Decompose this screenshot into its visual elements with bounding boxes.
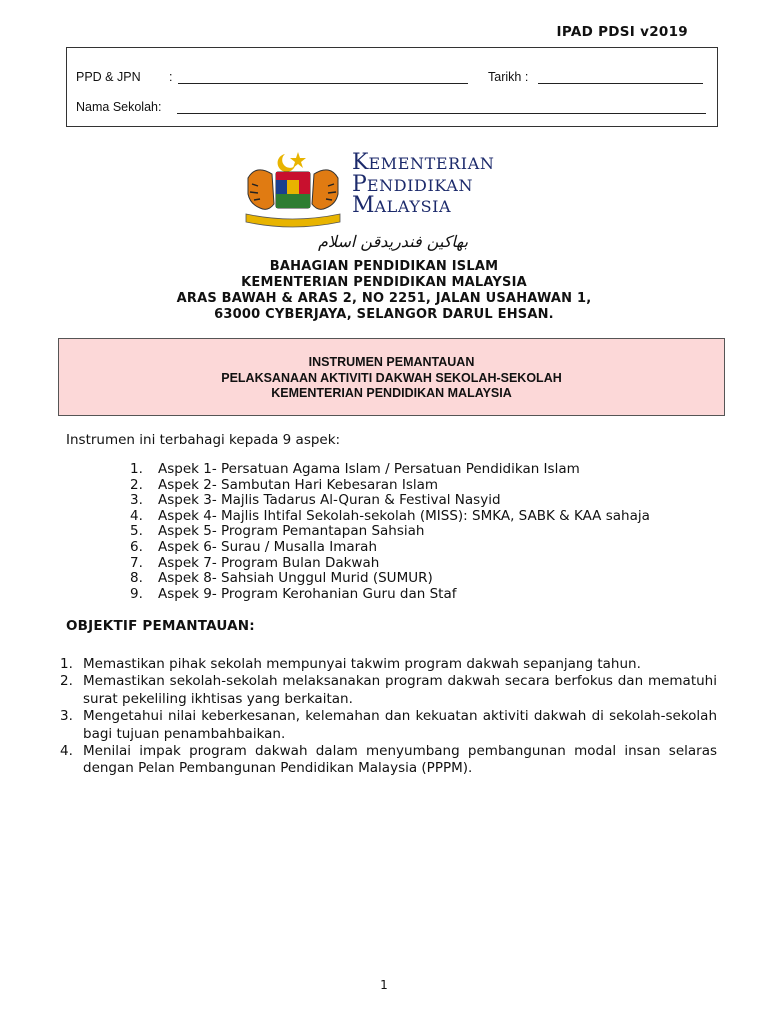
list-item: 3. Aspek 3- Majlis Tadarus Al-Quran & Festival Nasyid <box>130 492 501 509</box>
jawi-motto: بهاكين فندريدقن اسلام <box>318 232 469 251</box>
address-line: 63000 CYBERJAYA, SELANGOR DARUL EHSAN. <box>214 307 554 322</box>
document-code: IPAD PDSI v2019 <box>556 24 688 40</box>
list-item: 6. Aspek 6- Surau / Musalla Imarah <box>130 538 377 555</box>
address-line: BAHAGIAN PENDIDIKAN ISLAM <box>269 259 499 274</box>
list-item: 2. Memastikan sekolah-sekolah melaksanakan program dakwah secara berfokus dan mematuhi surat pekeliling ikhtisas yang berkaitan. <box>60 673 717 707</box>
objectives-heading: OBJEKTIF PEMANTAUAN: <box>66 618 255 634</box>
aspects-intro: Instrumen ini terbahagi kepada 9 aspek: <box>66 432 341 448</box>
school-name-field[interactable] <box>177 101 706 114</box>
list-item: 4. Menilai impak program dakwah dalam menyumbang pembangunan modal insan selaras dengan Pelan Pembangunan Pendidikan Malaysia (PPPM). <box>60 743 717 777</box>
address-line: ARAS BAWAH & ARAS 2, NO 2251, JALAN USAHAWAN 1, <box>176 291 592 306</box>
date-label: Tarikh : <box>488 70 529 84</box>
list-item: 1. Memastikan pihak sekolah mempunyai takwim program dakwah sepanjang tahun. <box>60 656 641 672</box>
ppd-colon: : <box>169 70 173 84</box>
school-info-box <box>66 47 718 127</box>
wordmark-line-kementerian: KEMENTERIAN <box>352 150 495 175</box>
address-line: KEMENTERIAN PENDIDIKAN MALAYSIA <box>241 275 527 290</box>
malaysia-coat-of-arms-icon <box>238 148 348 232</box>
aspects-list <box>130 462 650 602</box>
instrument-title-line: KEMENTERIAN PENDIDIKAN MALAYSIA <box>271 386 512 400</box>
ppd-row <box>76 70 703 84</box>
list-item: 5. Aspek 5- Program Pemantapan Sahsiah <box>130 523 425 540</box>
date-field[interactable] <box>538 71 703 84</box>
wordmark-line-pendidikan: PENDIDIKAN <box>352 171 474 197</box>
instrument-title-line: PELAKSANAAN AKTIVITI DAKWAH SEKOLAH-SEKOLAH <box>221 370 562 385</box>
list-item: 9. Aspek 9- Program Kerohanian Guru dan Staf <box>130 585 457 602</box>
list-item: 7. Aspek 7- Program Bulan Dakwah <box>130 554 380 571</box>
list-item: 2. Aspek 2- Sambutan Hari Kebesaran Islam <box>130 476 439 493</box>
ministry-name-wordmark <box>352 150 495 218</box>
list-item: 8. Aspek 8- Sahsiah Unggul Murid (SUMUR) <box>130 570 433 587</box>
list-item: 3. Mengetahui nilai keberkesanan, kelemahan dan kekuatan aktiviti dakwah di sekolah-sekolah bagi tujuan penambahbaikan. <box>60 708 717 742</box>
wordmark-line-malaysia: MALAYSIA <box>352 193 452 218</box>
objectives-list <box>60 656 717 778</box>
list-item: 1. Aspek 1- Persatuan Agama Islam / Persatuan Pendidikan Islam <box>130 461 580 477</box>
school-name-row <box>76 100 706 114</box>
instrument-title-box <box>58 338 725 416</box>
office-address <box>0 259 768 323</box>
instrument-title-line: INSTRUMEN PEMANTAUAN <box>308 355 475 369</box>
list-item: 4. Aspek 4- Majlis Ihtifal Sekolah-sekolah (MISS): SMKA, SABK & KAA sahaja <box>130 507 650 524</box>
page-number: 1 <box>380 978 388 992</box>
ppd-field[interactable] <box>178 71 468 84</box>
ppd-label: PPD & JPN <box>76 70 141 84</box>
school-name-label: Nama Sekolah: <box>76 100 162 114</box>
